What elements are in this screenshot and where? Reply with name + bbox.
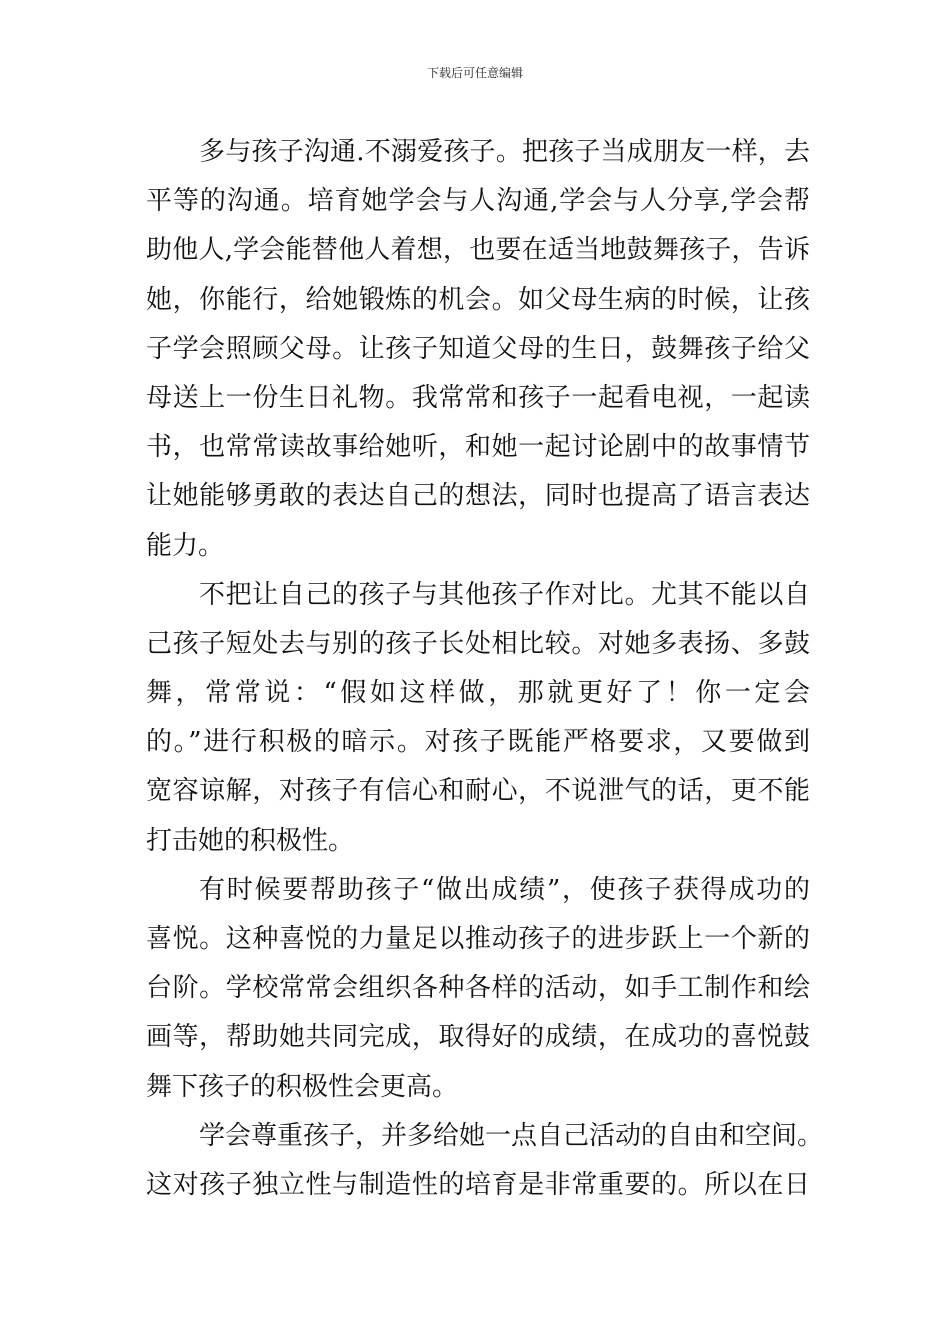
text-line: 不把让自己的孩子与其他孩子作对比。尤其不能以自 xyxy=(199,579,810,610)
text-line: 这对孩子独立性与制造性的培育是非常重要的。所以在日 xyxy=(146,1169,810,1200)
text-line: 书，也常常读故事给她听，和她一起讨论剧中的故事情节 xyxy=(146,432,810,463)
text-line: 有时候要帮助孩子“做出成绩”，使孩子获得成功的 xyxy=(199,874,810,905)
page-header: 下载后可任意编辑 xyxy=(426,66,523,80)
text-line: 喜悦。这种喜悦的力量足以推动孩子的进步跃上一个新的 xyxy=(146,924,810,954)
paragraph-4 xyxy=(146,1112,824,1210)
paragraph-3 xyxy=(146,866,810,1112)
text-line: 打击她的积极性。 xyxy=(146,825,355,856)
paragraph-1 xyxy=(146,128,810,571)
text-line: 能力。 xyxy=(146,530,225,561)
text-line: 宽容谅解，对孩子有信心和耐心，不说泄气的话，更不能 xyxy=(146,776,810,807)
text-line: 台阶。学校常常会组织各种各样的活动，如手工制作和绘 xyxy=(146,973,810,1004)
document-body xyxy=(146,128,824,1210)
text-line: 平等的沟通。培育她学会与人沟通,学会与人分享,学会帮 xyxy=(146,186,810,217)
text-line: 母送上一份生日礼物。我常常和孩子一起看电视，一起读 xyxy=(146,382,810,413)
text-line: 舞，常常说：“假如这样做，那就更好了！你一定会 xyxy=(146,678,810,709)
text-line: 让她能够勇敢的表达自己的想法，同时也提高了语言表达 xyxy=(146,481,810,512)
text-line: 多与孩子沟通.不溺爱孩子。把孩子当成朋友一样，去 xyxy=(199,137,810,167)
text-line: 舞下孩子的积极性会更高。 xyxy=(146,1071,459,1102)
text-line: 的。”进行积极的暗示。对孩子既能严格要求，又要做到 xyxy=(146,727,810,758)
paragraph-2 xyxy=(146,571,810,866)
text-line: 画等，帮助她共同完成，取得好的成绩，在成功的喜悦鼓 xyxy=(146,1022,810,1053)
text-line: 她，你能行，给她锻炼的机会。如父母生病的时候，让孩 xyxy=(146,284,810,315)
text-line: 子学会照顾父母。让孩子知道父母的生日，鼓舞孩子给父 xyxy=(146,333,810,364)
text-line: 学会尊重孩子，并多给她一点自己活动的自由和空间。 xyxy=(199,1120,824,1151)
text-line: 助他人,学会能替他人着想，也要在适当地鼓舞孩子，告诉 xyxy=(146,235,810,266)
text-line: 己孩子短处去与别的孩子长处相比较。对她多表扬、多鼓 xyxy=(146,628,810,659)
